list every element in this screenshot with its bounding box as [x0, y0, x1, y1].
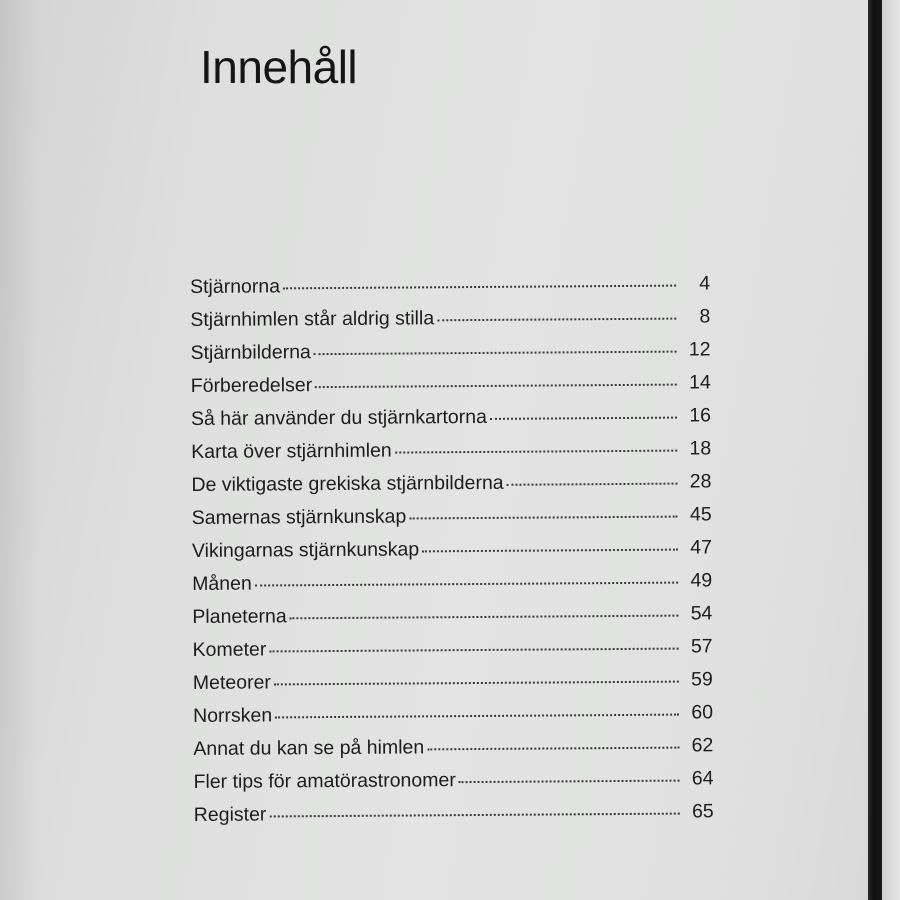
- toc-dot-leader: [269, 813, 679, 818]
- toc-entry-title: Fler tips för amatörastronomer: [193, 769, 456, 793]
- toc-entry-title: Så här använder du stjärnkartorna: [190, 405, 488, 430]
- toc-dot-leader: [507, 483, 678, 486]
- toc-page-number: 54: [690, 602, 713, 625]
- toc-entry-title: Annat du kan se på himlen: [193, 736, 425, 760]
- toc-page-number: 65: [691, 800, 714, 823]
- toc-page-number: 8: [699, 305, 711, 328]
- toc-page-number: 45: [689, 503, 712, 526]
- toc-page-number: 4: [699, 272, 711, 295]
- table-of-contents: [190, 272, 714, 837]
- toc-page-number: 62: [691, 734, 714, 757]
- book-cover-edge: [868, 0, 882, 900]
- toc-dot-leader: [255, 582, 678, 587]
- book-back-cover: [882, 0, 900, 900]
- toc-entry-title: Stjärnorna: [190, 275, 281, 298]
- toc-page-number: 18: [689, 437, 712, 460]
- toc-dot-leader: [290, 615, 679, 620]
- toc-entry: [192, 602, 712, 639]
- toc-entry: [191, 470, 711, 507]
- toc-page-number: 16: [689, 404, 712, 427]
- toc-dot-leader: [409, 516, 677, 520]
- toc-dot-leader: [275, 714, 679, 719]
- toc-page-number: 57: [690, 635, 713, 658]
- toc-entry: [193, 734, 713, 771]
- toc-dot-leader: [314, 351, 677, 356]
- toc-entry-title: Stjärnhimlen står aldrig stilla: [190, 307, 435, 331]
- toc-dot-leader: [315, 384, 677, 389]
- toc-entry: [192, 503, 712, 540]
- toc-entry-title: Planeterna: [192, 605, 287, 628]
- toc-dot-leader: [459, 780, 680, 784]
- toc-entry: [193, 701, 713, 738]
- toc-entry-title: Kometer: [192, 638, 267, 661]
- toc-entry-title: Samernas stjärnkunskap: [191, 505, 407, 529]
- toc-entry: [191, 371, 711, 408]
- toc-dot-leader: [437, 318, 676, 322]
- toc-entry-title: Register: [193, 803, 267, 826]
- toc-page-number: 47: [690, 536, 712, 559]
- toc-page-number: 60: [691, 701, 714, 724]
- toc-entry-title: Norrsken: [192, 704, 273, 727]
- toc-page-number: 49: [690, 569, 713, 592]
- toc-entry-title: Meteorer: [192, 671, 271, 694]
- toc-dot-leader: [422, 549, 678, 553]
- toc-entry: [192, 536, 712, 573]
- toc-entry: [192, 569, 712, 606]
- toc-page-number: 12: [688, 338, 711, 361]
- toc-entry: [193, 668, 713, 705]
- toc-entry: [191, 404, 711, 441]
- toc-entry-title: De viktigaste grekiska stjärnbilderna: [191, 471, 504, 496]
- toc-dot-leader: [395, 450, 677, 454]
- toc-dot-leader: [427, 747, 679, 751]
- toc-entry-title: Månen: [192, 572, 252, 595]
- toc-entry-title: Karta över stjärnhimlen: [191, 439, 392, 463]
- toc-page-number: 59: [691, 668, 713, 691]
- toc-entry-title: Vikingarnas stjärnkunskap: [191, 538, 420, 562]
- toc-dot-leader: [490, 417, 677, 420]
- toc-page-number: 64: [691, 767, 714, 790]
- toc-entry-title: Stjärnbilderna: [190, 341, 311, 364]
- toc-dot-leader: [283, 285, 676, 290]
- page-title: Innehåll: [200, 41, 358, 93]
- spine-shadow: [0, 0, 40, 900]
- toc-entry: [191, 437, 711, 474]
- toc-entry: [194, 800, 714, 837]
- toc-page-number: 14: [688, 371, 711, 394]
- toc-entry: [193, 635, 713, 672]
- toc-page-number: 28: [689, 470, 712, 493]
- toc-entry: [190, 272, 710, 309]
- toc-dot-leader: [274, 681, 679, 686]
- toc-entry: [193, 767, 713, 804]
- toc-entry: [190, 338, 710, 375]
- toc-entry: [190, 305, 710, 342]
- toc-entry-title: Förberedelser: [190, 374, 313, 397]
- toc-dot-leader: [269, 648, 678, 653]
